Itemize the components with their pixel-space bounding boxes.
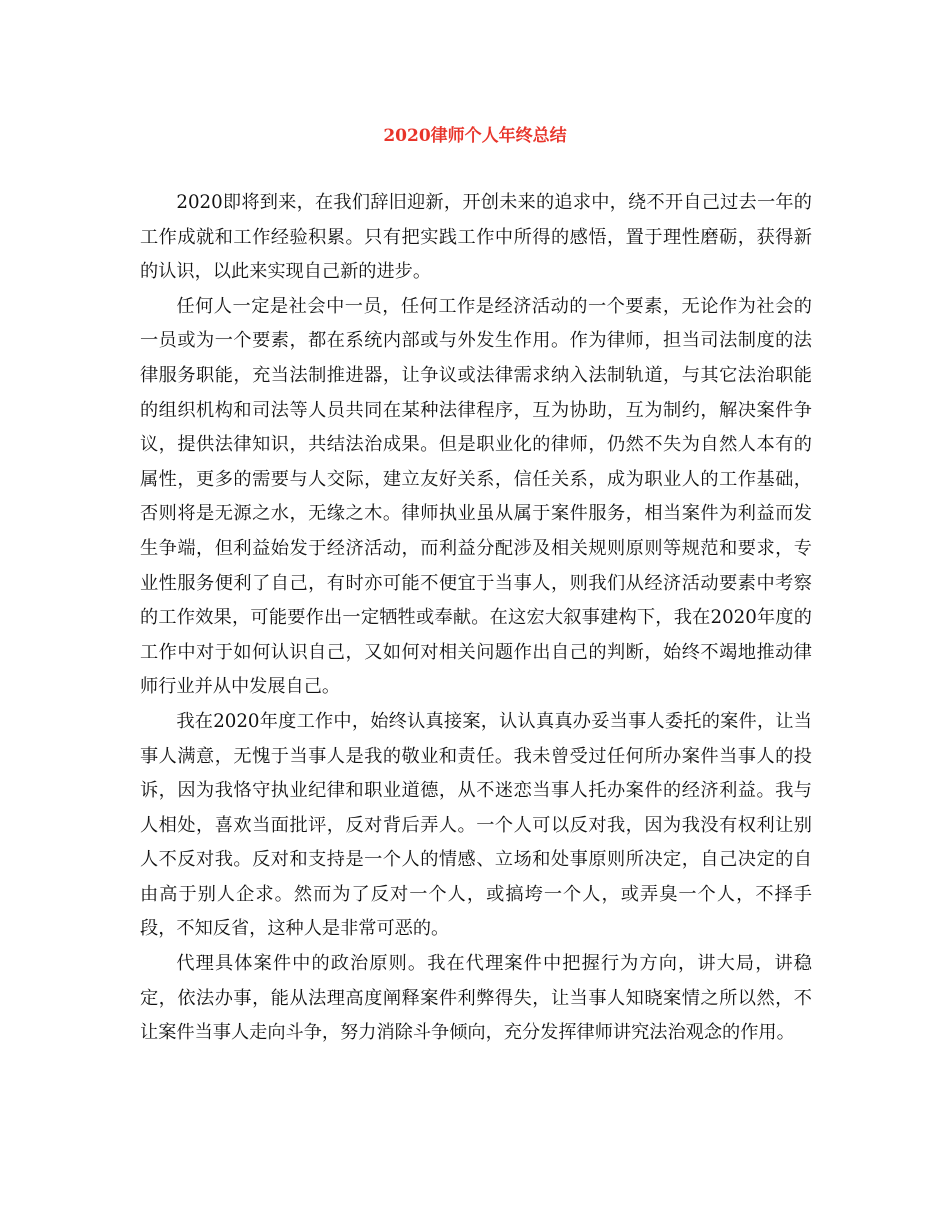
paragraph-case-work: 我在2020年度工作中，始终认真接案，认认真真办妥当事人委托的案件，让当事人满意，无愧于当事人是我的敬业和责任。我未曾受过任何所办案件当事人的投诉，因为我恪守执业纪律和职业道德，从不迷恋当事人托办案件的经济利益。我与人相处，喜欢当面批评，反对背后弄人。一个人可以反对我，因为我没有权利让别人不反对我。反对和支持是一个人的情感、立场和处事原则所决定，自己决定的自由高于别人企求。然而为了反对一个人，或搞垮一个人，或弄臭一个人，不择手段，不知反省，这种人是非常可恶的。 (140, 710, 812, 940)
paragraph-social-role: 任何人一定是社会中一员，任何工作是经济活动的一个要素，无论作为社会的一员或为一个要素，都在系统内部或与外发生作用。作为律师，担当司法制度的法律服务职能，充当法制推进器，让争议或法律需求纳入法制轨道，与其它法治职能的组织机构和司法等人员共同在某种法律程序，互为协助，互为制约，解决案件争议，提供法律知识，共结法治成果。但是职业化的律师，仍然不失为自然人本有的属性，更多的需要与人交际，建立友好关系，信任关系，成为职业人的工作基础，否则将是无源之水，无缘之木。律师执业虽从属于案件服务，相当案件为利益而发生争端，但利益始发于经济活动，而利益分配涉及相关规则原则等规范和要求，专业性服务便利了自己，有时亦可能不便宜于当事人，则我们从经济活动要素中考察的工作效果，可能要作出一定牺牲或奉献。在这宏大叙事建构下，我在2020年度的工作中对于如何认识自己，又如何对相关问题作出自己的判断，始终不竭地推动律师行业并从中发展自己。 (140, 295, 812, 698)
document-body (140, 186, 812, 1051)
paragraph-intro: 2020即将到来，在我们辞旧迎新，开创未来的追求中，绕不开自己过去一年的工作成就和工作经验积累。只有把实践工作中所得的感悟，置于理性磨砺，获得新的认识，以此来实现自己新的进步。 (140, 192, 812, 283)
paragraph-political-principle: 代理具体案件中的政治原则。我在代理案件中把握行为方向，讲大局，讲稳定，依法办事，能从法理高度阐释案件利弊得失，让当事人知晓案情之所以然，不让案件当事人走向斗争，努力消除斗争倾向，充分发挥律师讲究法治观念的作用。 (140, 953, 812, 1044)
document-title: 2020律师个人年终总结 (383, 126, 567, 146)
